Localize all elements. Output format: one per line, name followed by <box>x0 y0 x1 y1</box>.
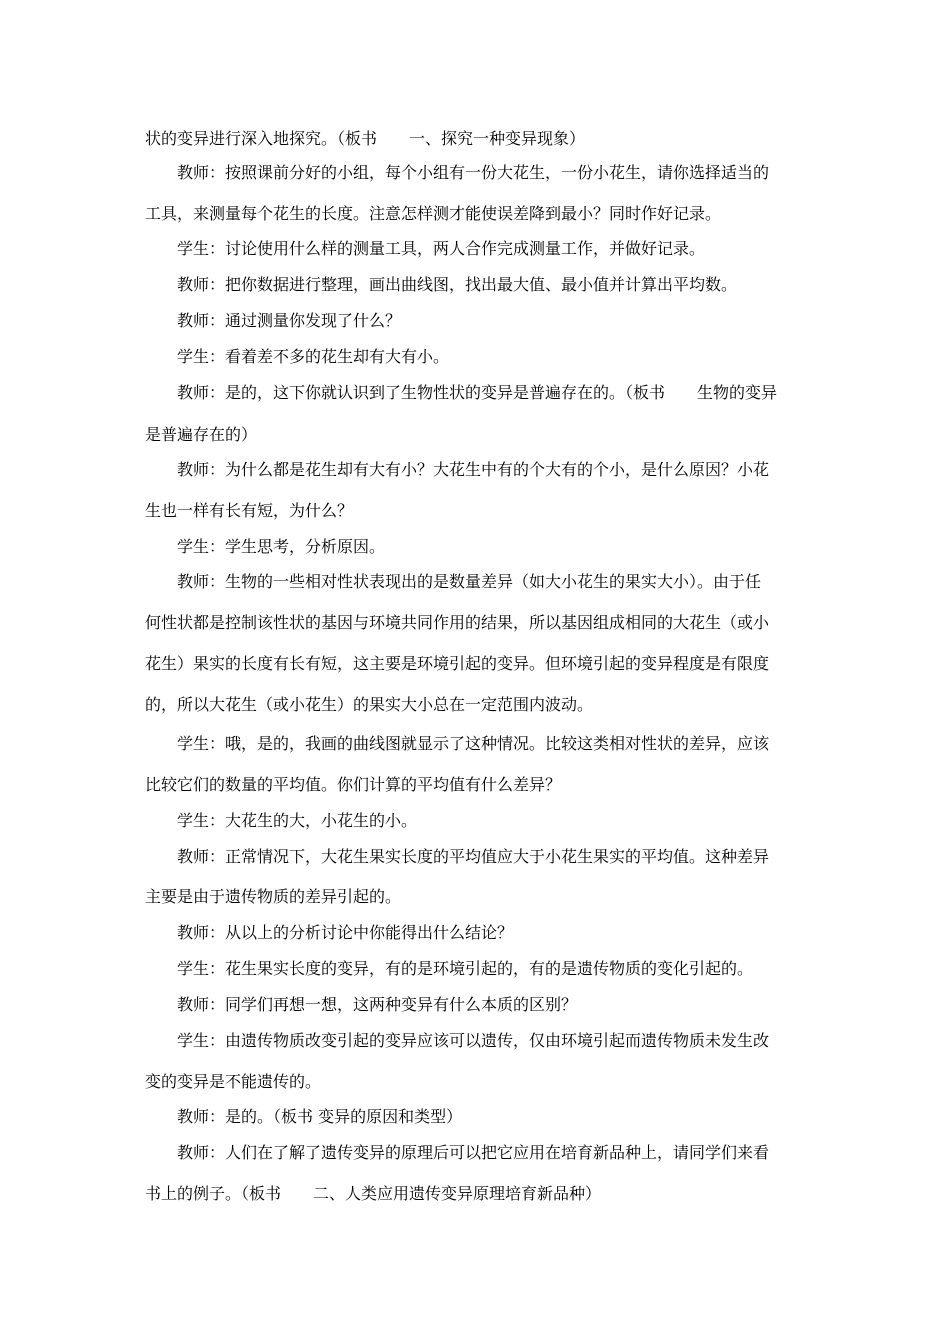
text-line: 工具，来测量每个花生的长度。注意怎样测才能使误差降到最小？同时作好记录。 <box>145 204 722 223</box>
text-line: 变的变异是不能遗传的。 <box>145 1072 322 1091</box>
text-line: 学生：哦，是的，我画的曲线图就显示了这种情况。比较这类相对性状的差异，应该 <box>177 734 770 753</box>
text-line: 何性状都是控制该性状的基因与环境共同作用的结果，所以基因组成相同的大花生（或小 <box>145 613 770 632</box>
text-line: 教师：为什么都是花生却有大有小？大花生中有的个大有的个小，是什么原因？小花 <box>177 460 770 479</box>
text-line: 状的变异进行深入地探究。（板书 一、探究一种变异现象） <box>145 129 586 148</box>
text-line: 主要是由于遗传物质的差异引起的。 <box>145 887 402 906</box>
text-line: 教师：按照课前分好的小组，每个小组有一份大花生，一份小花生，请你选择适当的 <box>177 163 770 182</box>
text-line: 教师：把你数据进行整理，画出曲线图，找出最大值、最小值并计算出平均数。 <box>177 275 738 294</box>
text-line: 的，所以大花生（或小花生）的果实大小总在一定范围内波动。 <box>145 695 594 714</box>
text-line: 生也一样有长有短，为什么？ <box>145 501 354 520</box>
text-line: 教师：从以上的分析讨论中你能得出什么结论？ <box>177 923 514 942</box>
text-line: 教师：同学们再想一想，这两种变异有什么本质的区别？ <box>177 995 578 1014</box>
text-line: 教师：是的，这下你就认识到了生物性状的变异是普遍存在的。（板书 生物的变异 <box>177 383 778 402</box>
text-line: 学生：看着差不多的花生却有大有小。 <box>177 347 450 366</box>
text-line: 教师：正常情况下，大花生果实长度的平均值应大于小花生果实的平均值。这种差异 <box>177 847 770 866</box>
text-line: 学生：学生思考，分析原因。 <box>177 537 386 556</box>
text-line: 教师：生物的一些相对性状表现出的是数量差异（如大小花生的果实大小）。由于任 <box>177 572 762 591</box>
text-line: 教师：人们在了解了遗传变异的原理后可以把它应用在培育新品种上，请同学们来看 <box>177 1143 770 1162</box>
text-line: 是普遍存在的） <box>145 425 258 444</box>
text-line: 学生：花生果实长度的变异，有的是环境引起的，有的是遗传物质的变化引起的。 <box>177 959 754 978</box>
text-line: 学生：大花生的大，小花生的小。 <box>177 811 418 830</box>
text-line: 学生：由遗传物质改变引起的变异应该可以遗传，仅由环境引起而遗传物质未发生改 <box>177 1031 770 1050</box>
text-line: 教师：通过测量你发现了什么？ <box>177 311 402 330</box>
text-line: 书上的例子。（板书 二、人类应用遗传变异原理培育新品种） <box>145 1184 602 1203</box>
text-line: 花生）果实的长度有长有短，这主要是环境引起的变异。但环境引起的变异程度是有限度 <box>145 654 770 673</box>
text-line: 教师：是的。（板书 变异的原因和类型） <box>177 1107 463 1126</box>
text-line: 比较它们的数量的平均值。你们计算的平均值有什么差异？ <box>145 775 562 794</box>
text-line: 学生：讨论使用什么样的测量工具，两人合作完成测量工作，并做好记录。 <box>177 239 706 258</box>
